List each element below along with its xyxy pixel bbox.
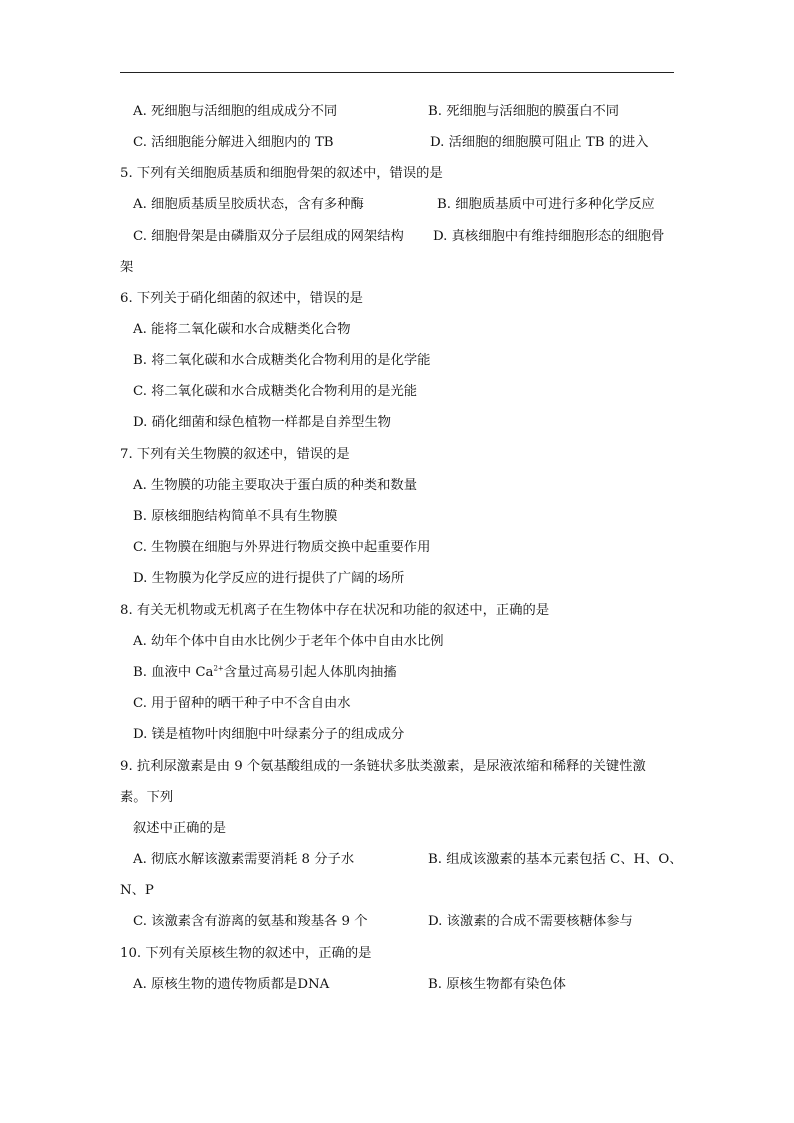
q7-option-d: D. 生物膜为化学反应的进行提供了广阔的场所 (133, 571, 405, 586)
q10-stem: 10. 下列有关原核生物的叙述中，正确的是 (120, 946, 372, 961)
q5-option-a: A. 细胞质基质呈胶质状态，含有多种酶 (133, 197, 364, 212)
q9-option-b: B. 组成该激素的基本元素包括 C、H、O、 (428, 852, 683, 867)
q9-stem-line1: 9. 抗利尿激素是由 9 个氨基酸组成的一条链状多肽类激素，是尿液浓缩和稀释的关键性激 (120, 759, 646, 774)
q5-stem: 5. 下列有关细胞质基质和细胞骨架的叙述中，错误的是 (120, 166, 443, 181)
q4-option-a: A. 死细胞与活细胞的组成成分不同 (133, 104, 338, 119)
q5-option-c: C. 细胞骨架是由磷脂双分子层组成的网架结构 (133, 229, 404, 244)
q6-option-a: A. 能将二氧化碳和水合成糖类化合物 (133, 322, 351, 337)
q6-option-d: D. 硝化细菌和绿色植物一样都是自养型生物 (133, 415, 391, 430)
q8-option-d: D. 镁是植物叶肉细胞中叶绿素分子的组成成分 (133, 727, 405, 742)
q9-option-c: C. 该激素含有游离的氨基和羧基各 9 个 (133, 914, 368, 929)
q4-option-b: B. 死细胞与活细胞的膜蛋白不同 (428, 104, 620, 119)
q8-option-b-pre: B. 血液中 Ca (133, 665, 214, 680)
q6-option-b: B. 将二氧化碳和水合成糖类化合物利用的是化学能 (133, 353, 431, 368)
q7-stem: 7. 下列有关生物膜的叙述中，错误的是 (120, 447, 350, 462)
q4-option-d: D. 活细胞的细胞膜可阻止 TB 的进入 (430, 135, 649, 150)
q5-option-b: B. 细胞质基质中可进行多种化学反应 (437, 197, 655, 212)
header-rule (120, 72, 674, 73)
q10-option-a: A. 原核生物的遗传物质都是DNA (133, 977, 330, 992)
q7-option-b: B. 原核细胞结构简单不具有生物膜 (133, 509, 338, 524)
q5-option-d-cont: 架 (120, 260, 134, 275)
q7-option-a: A. 生物膜的功能主要取决于蛋白质的种类和数量 (133, 478, 417, 493)
q8-option-b (133, 663, 397, 683)
q5-option-d: D. 真核细胞中有维持细胞形态的细胞骨 (433, 229, 665, 244)
q9-option-a: A. 彻底水解该激素需要消耗 8 分子水 (133, 852, 355, 867)
q4-option-c: C. 活细胞能分解进入细胞内的 TB (133, 135, 334, 150)
q6-option-c: C. 将二氧化碳和水合成糖类化合物利用的是光能 (133, 384, 418, 399)
q8-option-a: A. 幼年个体中自由水比例少于老年个体中自由水比例 (133, 634, 444, 649)
q9-option-d: D. 该激素的合成不需要核糖体参与 (428, 914, 633, 929)
q8-option-b-post: 含量过高易引起人体肌肉抽搐 (223, 665, 397, 680)
q9-stem-line2: 素。下列 (120, 790, 174, 805)
q7-option-c: C. 生物膜在细胞与外界进行物质交换中起重要作用 (133, 540, 431, 555)
q9-option-b-cont: N、P (120, 883, 154, 898)
q10-option-b: B. 原核生物都有染色体 (428, 977, 566, 992)
q8-option-c: C. 用于留种的晒干种子中不含自由水 (133, 696, 351, 711)
q8-option-b-superscript: 2+ (213, 664, 224, 673)
q8-stem: 8. 有关无机物或无机离子在生物体中存在状况和功能的叙述中，正确的是 (120, 603, 550, 618)
q6-stem: 6. 下列关于硝化细菌的叙述中，错误的是 (120, 291, 363, 306)
q9-stem-line3: 叙述中正确的是 (133, 821, 227, 836)
